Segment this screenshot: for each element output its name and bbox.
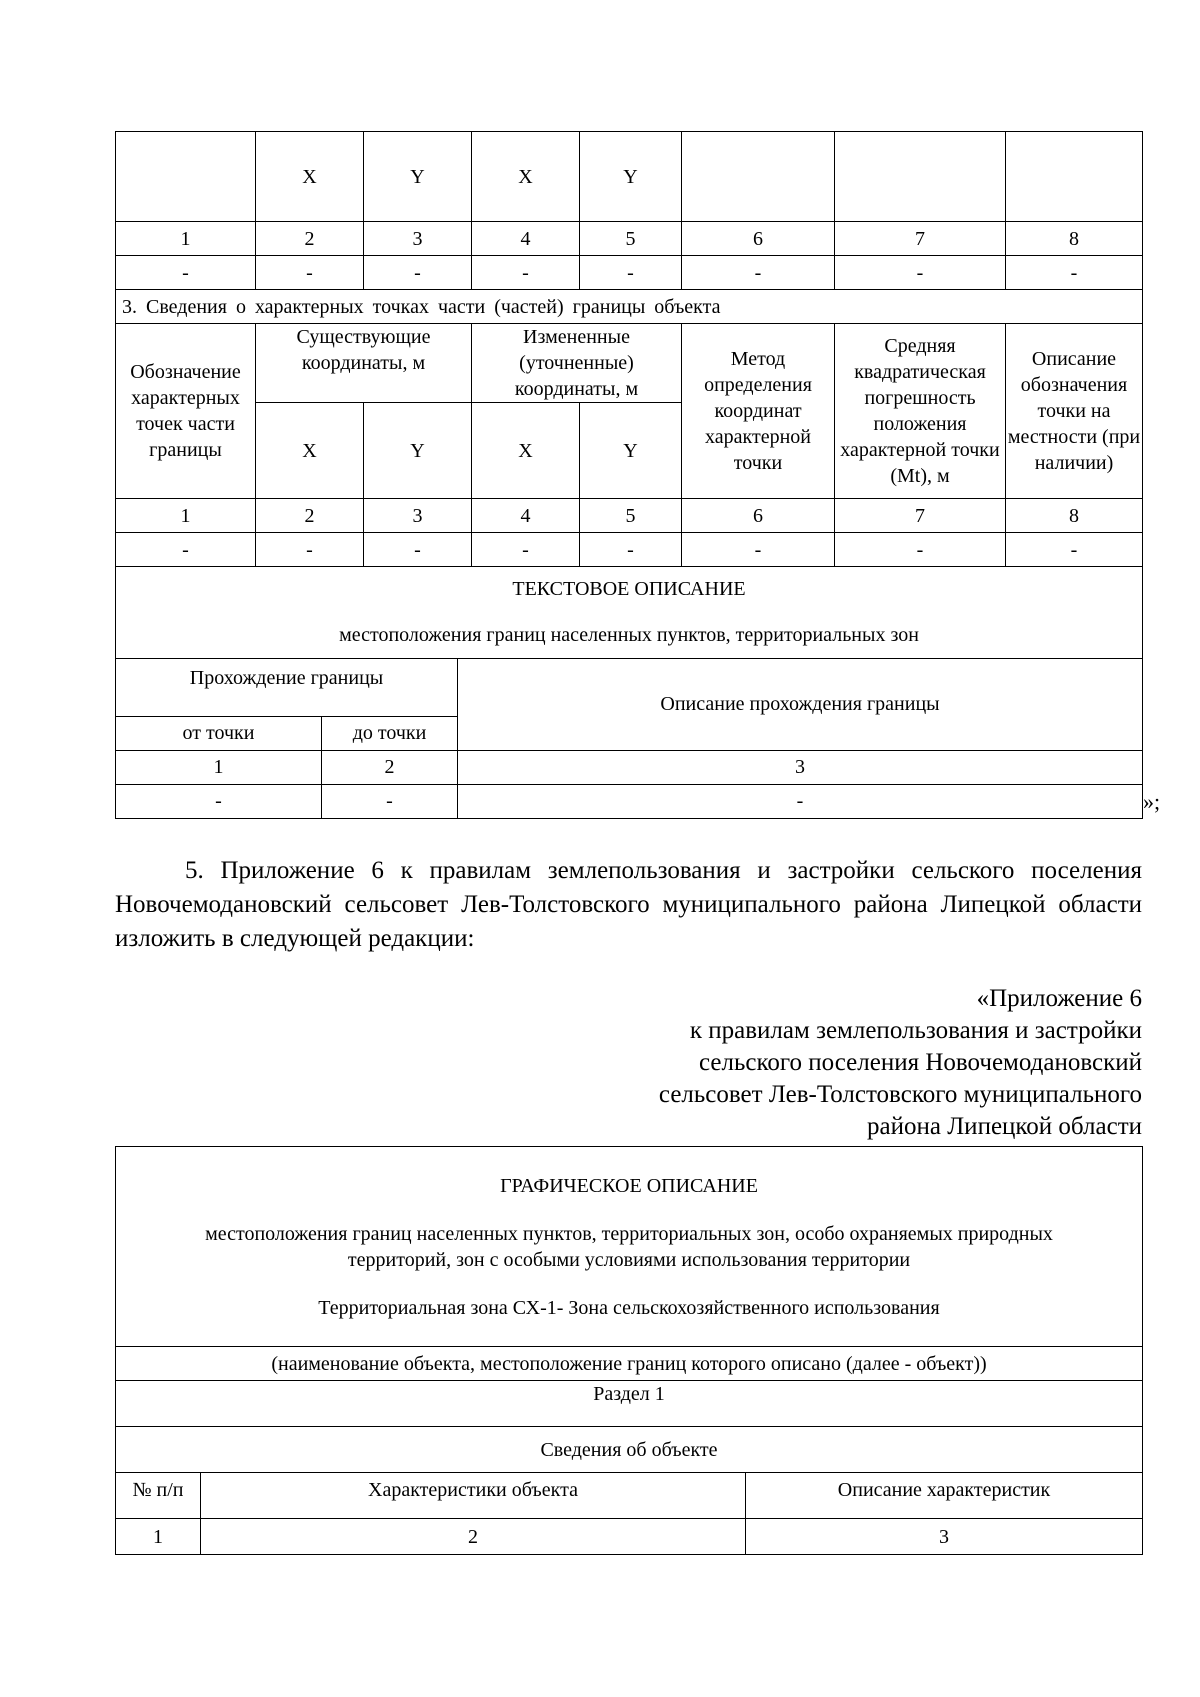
table-cell: X	[472, 403, 580, 499]
col-method: Метод определения координат характерной точки	[682, 324, 835, 499]
table-cell: 5	[580, 499, 682, 533]
col-number: № п/п	[116, 1473, 201, 1519]
text-description-table	[115, 566, 1143, 819]
col-description: Описание обозначения точки на местности (при наличии)	[1006, 324, 1143, 499]
table-cell: -	[322, 784, 458, 818]
table-cell: -	[472, 533, 580, 567]
table-row	[116, 566, 1143, 658]
table-cell: 3	[364, 499, 472, 533]
table-cell: -	[116, 784, 322, 818]
text-description-title: ТЕКСТОВОЕ ОПИСАНИЕ	[512, 577, 746, 600]
table-cell: -	[458, 784, 1143, 818]
object-note: (наименование объекта, местоположение границ которого описано (далее - объект))	[116, 1347, 1143, 1381]
table-row	[116, 784, 1143, 818]
from-point-header: от точки	[116, 716, 322, 750]
table-cell: 3	[364, 222, 472, 256]
coordinates-table	[115, 131, 1143, 567]
table-row	[116, 1147, 1143, 1347]
table-row	[116, 222, 1143, 256]
table-row	[116, 290, 1143, 324]
table-cell: -	[580, 533, 682, 567]
table-row	[116, 324, 1143, 403]
table-cell	[835, 132, 1006, 222]
table-cell	[1006, 132, 1143, 222]
table-cell: 3	[746, 1519, 1143, 1555]
table-cell: 2	[201, 1519, 746, 1555]
table-cell: 6	[682, 222, 835, 256]
to-point-header: до точки	[322, 716, 458, 750]
boundary-passage-header: Прохождение границы	[116, 658, 458, 716]
col-characteristics: Характеристики объекта	[201, 1473, 746, 1519]
table-cell: 2	[256, 499, 364, 533]
table-cell: -	[256, 533, 364, 567]
boundary-description-header: Описание прохождения границы	[458, 658, 1143, 750]
table-cell: Y	[364, 403, 472, 499]
table-cell: 2	[322, 750, 458, 784]
appendix-header	[659, 983, 1142, 1143]
col-characteristics-description: Описание характеристик	[746, 1473, 1143, 1519]
table-cell: X	[256, 403, 364, 499]
table-cell: -	[682, 256, 835, 290]
zone-name: Территориальная зона СХ-1- Зона сельскохозяйственного использования	[318, 1296, 940, 1319]
appendix-line: сельского поселения Новочемодановский	[699, 1049, 1142, 1076]
table-cell: 7	[835, 499, 1006, 533]
table-cell: Y	[364, 132, 472, 222]
table-row	[116, 1427, 1143, 1473]
appendix-line: «Приложение 6	[976, 985, 1142, 1012]
table-cell: X	[472, 132, 580, 222]
table-cell: -	[835, 256, 1006, 290]
col-error: Средняя квадратическая погрешность положения характерной точки (Mt), м	[835, 324, 1006, 499]
table-cell: 1	[116, 499, 256, 533]
graphic-description-header	[116, 1147, 1143, 1347]
table-cell	[116, 132, 256, 222]
appendix-line: к правилам землепользования и застройки	[689, 1017, 1142, 1044]
table-row	[116, 533, 1143, 567]
graphic-description-title: ГРАФИЧЕСКОЕ ОПИСАНИЕ	[500, 1174, 758, 1197]
table-cell	[682, 132, 835, 222]
table-cell: 2	[256, 222, 364, 256]
table-cell: 4	[472, 222, 580, 256]
paragraph-5: 5. Приложение 6 к правилам землепользования и застройки сельского поселения Новочемодановский сельсовет Лев-Толстовского муниципального района Липецкой области изложить в следующей редакции:	[115, 857, 1142, 952]
appendix-line: сельсовет Лев-Толстовского муниципального	[658, 1081, 1142, 1108]
table-row	[116, 750, 1143, 784]
table-cell: -	[116, 256, 256, 290]
section-label: Раздел 1	[116, 1381, 1143, 1427]
table-cell: -	[1006, 533, 1143, 567]
table-row	[116, 1347, 1143, 1381]
table-cell: -	[116, 533, 256, 567]
col-changed-coords: Измененные (уточненные) координаты, м	[472, 324, 682, 403]
table-row	[116, 658, 1143, 716]
table-cell: -	[364, 256, 472, 290]
table-cell: -	[580, 256, 682, 290]
table-cell: -	[835, 533, 1006, 567]
graphic-description-table	[115, 1146, 1143, 1555]
table-cell: Y	[580, 132, 682, 222]
table-row	[116, 132, 1143, 222]
table-cell: X	[256, 132, 364, 222]
table-cell: -	[1006, 256, 1143, 290]
table-row	[116, 1473, 1143, 1519]
table-cell: 1	[116, 222, 256, 256]
text-description-header	[116, 566, 1143, 658]
table-cell: 7	[835, 222, 1006, 256]
section-title: Сведения об объекте	[116, 1427, 1143, 1473]
table-row	[116, 256, 1143, 290]
table-cell: 4	[472, 499, 580, 533]
col-existing-coords: Существующие координаты, м	[256, 324, 472, 403]
table-cell: Y	[580, 403, 682, 499]
table-cell: -	[256, 256, 364, 290]
table-cell: -	[682, 533, 835, 567]
section3-title: 3. Сведения о характерных точках части (частей) границы объекта	[116, 290, 1143, 324]
table-row	[116, 499, 1143, 533]
graphic-description-subtitle: местоположения границ населенных пунктов, территориальных зон, особо охраняемых природных территорий, зон с особыми условиями использования территории	[205, 1222, 1053, 1271]
table-row	[116, 1381, 1143, 1427]
table-cell: 3	[458, 750, 1143, 784]
table-cell: 1	[116, 750, 322, 784]
table-cell: 5	[580, 222, 682, 256]
appendix-line: района Липецкой области	[867, 1113, 1142, 1140]
table-cell: 6	[682, 499, 835, 533]
table-cell: -	[472, 256, 580, 290]
text-description-subtitle: местоположения границ населенных пунктов, территориальных зон	[339, 623, 919, 646]
table-cell: 1	[116, 1519, 201, 1555]
table-cell: 8	[1006, 222, 1143, 256]
col-point-designation: Обозначение характерных точек части границы	[116, 324, 256, 499]
table-row	[116, 1519, 1143, 1555]
table-cell: -	[364, 533, 472, 567]
table-cell: 8	[1006, 499, 1143, 533]
closing-quote: »;	[1143, 789, 1161, 814]
